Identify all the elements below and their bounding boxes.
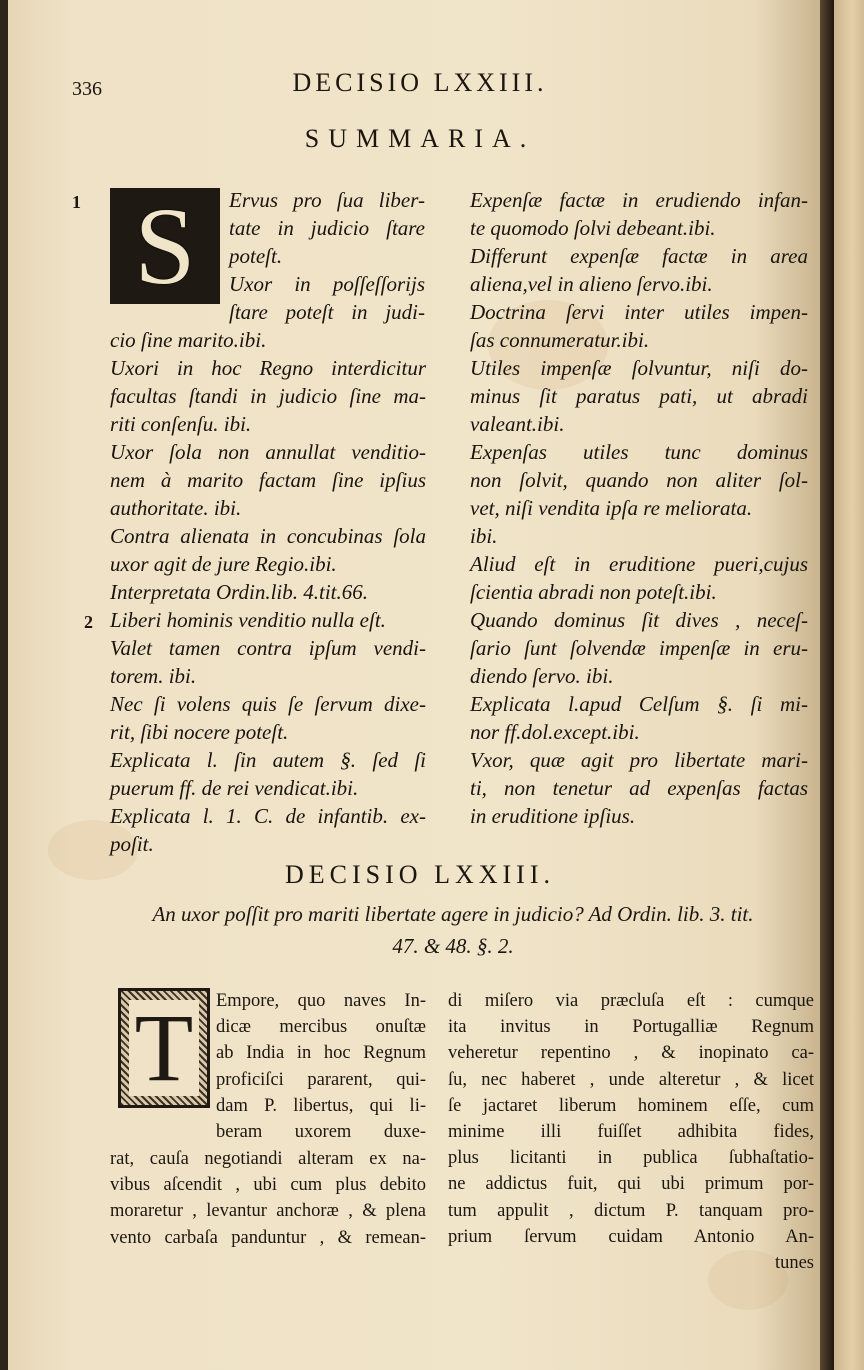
text-line: veheretur repentino , & inopinato ca- — [448, 1043, 814, 1064]
text-line: ab India in hoc Regnum — [216, 1043, 426, 1064]
text-line: aliena,vel in alieno ſervo.ibi. — [470, 272, 713, 296]
text-line: authoritate. ibi. — [110, 496, 242, 520]
text-line: facultas ſtandi in judicio ſine ma- — [110, 384, 426, 408]
text-line: dam P. libertus, qui li- — [216, 1095, 426, 1116]
text-line: rat, cauſa negotiandi alteram ex na- — [110, 1149, 426, 1169]
text-line: ſtare poteſt in judi- — [229, 300, 425, 324]
text-line: cio ſine marito.ibi. — [110, 328, 267, 352]
summaria-right-column — [470, 186, 808, 830]
text-line: Differunt expenſæ factæ in area — [470, 244, 808, 268]
text-line: vibus aſcendit , ubi cum plus debito — [110, 1175, 426, 1196]
text-line: valeant.ibi. — [470, 412, 565, 436]
text-line: Interpretata Ordin.lib. 4.tit.66. — [110, 580, 369, 604]
text-line: ſe jactaret liberum hominem eſſe, cum — [448, 1095, 814, 1116]
text-line: Valet tamen contra ipſum vendi- — [110, 636, 426, 660]
text-line: ſu, nec haberet , unde alteretur , & licet — [448, 1069, 814, 1090]
text-line: non ſolvit, quando non aliter ſol- — [470, 468, 808, 492]
text-line: Doctrina ſervi inter utiles impen- — [470, 300, 808, 324]
facing-page-edge — [834, 0, 864, 1370]
text-line: Expenſas utiles tunc dominus — [470, 440, 808, 464]
text-line: ibi. — [470, 524, 498, 548]
text-line: nor ff.dol.except.ibi. — [470, 720, 640, 744]
text-line: Utiles impenſæ ſolvuntur, niſi do- — [470, 356, 808, 380]
text-line: Vxor, quæ agit pro libertate mari- — [470, 748, 808, 772]
text-line: plus licitanti in publica ſubhaſtatio- — [448, 1148, 814, 1169]
decisio-question-line: 47. & 48. §. 2. — [392, 934, 514, 958]
text-line: beram uxorem duxe- — [216, 1121, 426, 1142]
text-line: vento carbaſa panduntur , & remean- — [110, 1227, 426, 1248]
text-line: Explicata l. ſin autem §. ſed ſi — [110, 748, 426, 772]
text-line: Uxor in poſſeſſorijs — [229, 272, 425, 296]
book-gutter — [820, 0, 834, 1370]
running-head: DECISIO LXXIII. — [292, 68, 548, 97]
text-line: Uxori in hoc Regno interdicitur — [110, 356, 426, 380]
text-line: minus ſit paratus pati, ut abradi — [470, 384, 808, 408]
decisio-question — [108, 898, 798, 962]
text-line: Liberi hominis venditio nulla eſt. — [110, 608, 386, 632]
ornamental-drop-cap-s: S — [110, 188, 220, 304]
text-line: tum appulit , dictum P. tanquam pro- — [448, 1200, 814, 1221]
text-line: ſcientia abradi non poteſt.ibi. — [470, 580, 717, 604]
text-line: vet, niſi vendita ipſa re meliorata. — [470, 496, 753, 520]
text-line: rit, ſibi nocere poteſt. — [110, 720, 289, 744]
text-line: Ervus pro ſua liber- — [229, 188, 425, 212]
text-line: Empore, quo naves In- — [216, 991, 426, 1011]
body-left-column-indented — [216, 988, 426, 1145]
margin-marker: 1 — [72, 192, 81, 212]
text-line: minime illi fuiſſet adhibita fides, — [448, 1121, 814, 1142]
text-line: torem. ibi. — [110, 664, 197, 688]
text-line: Nec ſi volens quis ſe ſervum dixe- — [110, 692, 426, 716]
summaria-left-column-indented — [229, 186, 425, 326]
body-left-column — [110, 1146, 426, 1251]
text-line: te quomodo ſolvi debeant.ibi. — [470, 216, 716, 240]
text-line: ſas connumeratur.ibi. — [470, 328, 650, 352]
text-line: poteſt. — [229, 244, 283, 268]
text-line: Uxor ſola non annullat venditio- — [110, 440, 426, 464]
text-line: Explicata l. 1. C. de infantib. ex- — [110, 804, 426, 828]
decisio-heading: DECISIO LXXIII. — [285, 860, 555, 889]
summaria-left-column — [110, 326, 426, 858]
text-line: ti, non tenetur ad expenſas factas — [470, 776, 808, 800]
body-right-column — [448, 988, 814, 1276]
summaria-title: SUMMARIA. — [304, 124, 536, 153]
text-line: Quando dominus ſit dives , neceſ- — [470, 608, 808, 632]
text-line: ſario ſunt ſolvendæ impenſæ in eru- — [470, 636, 808, 660]
text-line: ne addictus fuit, qui ubi primum por- — [448, 1174, 814, 1195]
text-line: in eruditione ipſius. — [470, 804, 636, 828]
text-line: riti conſenſu. ibi. — [110, 412, 252, 436]
page-number: 336 — [72, 78, 102, 100]
text-line: prium ſervum cuidam Antonio An- — [448, 1226, 814, 1247]
text-line: moraretur , levantur anchoræ , & plena — [110, 1201, 426, 1222]
text-line: di miſero via præcluſa eſt : cumque — [448, 991, 814, 1011]
decisio-question-line: An uxor poſſit pro mariti libertate agere in judicio? Ad Ordin. lib. 3. tit. — [152, 902, 754, 926]
text-line: Aliud eſt in eruditione pueri,cujus — [470, 552, 808, 576]
text-line: tate in judicio ſtare — [229, 216, 425, 240]
text-line: nem à marito factam ſine ipſius — [110, 468, 426, 492]
text-line: tunes — [774, 1252, 814, 1273]
text-line: proficiſci pararent, qui- — [216, 1069, 426, 1090]
text-line: dicæ mercibus onuſtæ — [216, 1017, 426, 1038]
margin-marker: 2 — [84, 612, 93, 632]
ornamental-drop-cap-t: T — [118, 988, 210, 1108]
text-line: uxor agit de jure Regio.ibi. — [110, 552, 337, 576]
text-line: ita invitus in Portugalliæ Regnum — [448, 1017, 814, 1038]
text-line: poſit. — [110, 832, 154, 856]
text-line: diendo ſervo. ibi. — [470, 664, 614, 688]
text-line: puerum ff. de rei vendicat.ibi. — [110, 776, 359, 800]
text-line: Explicata l.apud Celſum §. ſi mi- — [470, 692, 808, 716]
text-line: Contra alienata in concubinas ſola — [110, 524, 426, 548]
text-line: Expenſæ factæ in erudiendo infan- — [470, 188, 808, 212]
